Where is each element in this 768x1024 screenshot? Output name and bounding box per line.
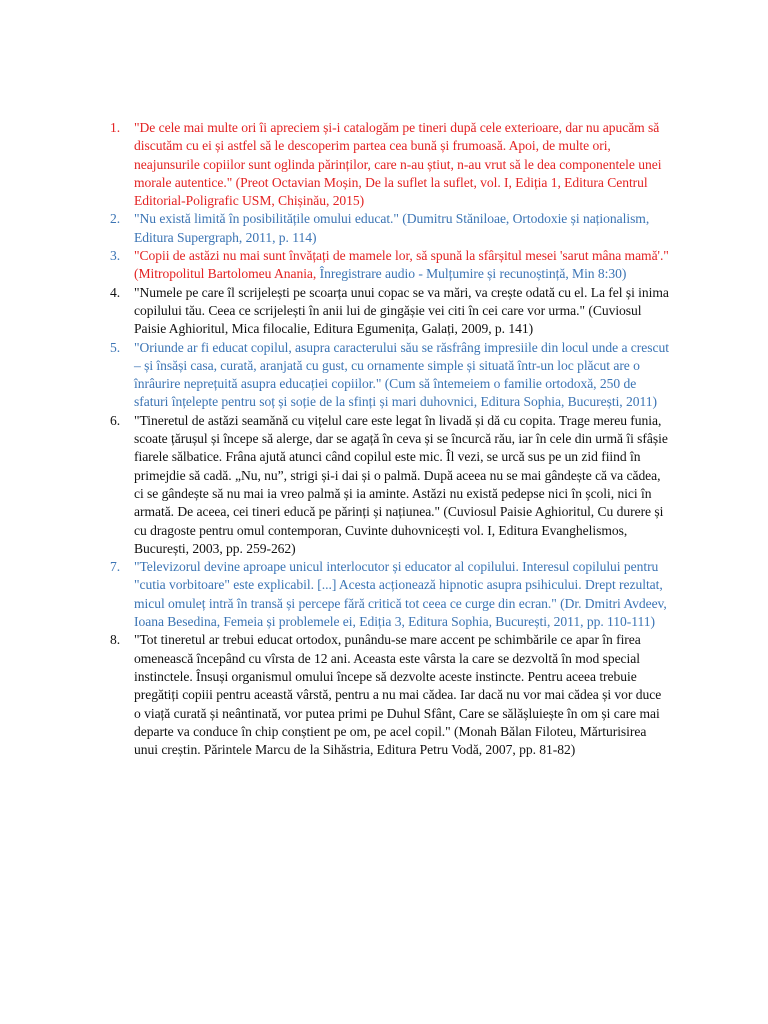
- quote-text: "De cele mai multe ori îi apreciem și-i catalogăm pe tineri după cele exterioare, dar nu apucăm să discutăm cu ei și astfel să le descoperim partea cea bună și frumoasă. Apoi, de multe ori, neajunsurile copiilor sunt oglinda părinților, care n-au știut, n-au vrut să le dea componentele unei morale autentice." (Preot Octavian Moșin, De la suflet la suflet, vol. I, Ediția 1, Editura Centrul Editorial-Poligrafic USM, Chișinău, 2015): [134, 120, 662, 209]
- quote-text: "Numele pe care îl scrijelești pe scoarța unui copac se va mări, va crește odată cu el. La fel și inima copilului tău. Ceea ce scrijelești în anii lui de gingășie vei citi în cei care vor urma." (Cuviosul Paisie Aghioritul, Mica filocalie, Editura Egumenița, Galați, 2009, p. 141): [134, 284, 669, 337]
- list-item: [104, 210, 670, 247]
- list-item: [104, 631, 670, 759]
- quote-text: "Tot tineretul ar trebui educat ortodox, punându-se mare accent pe schimbările ce apar în firea omenească începând cu vîrsta de 12 ani. Aceasta este vârsta la care se dezvoltă în mod special instinctele. Însuși organismul omului începe să dezvolte aceste instincte. Pentru aceea trebuie pregătiți copiii pentru această vârstă, pentru a nu mai cădea. Iar dacă nu vor mai cădea și vor duce o viață curată și neântinată, vor putea primi pe Duhul Sfânt, Care se sălășluiește în om și care mai departe va conduce în chip conștient pe om, pe acel copil." (Monah Bălan Filoteu, Mărturisirea unui creștin. Părintele Marcu de la Sihăstria, Editura Petru Vodă, 2007, pp. 81-82): [134, 632, 662, 758]
- list-number: 5.: [110, 339, 121, 355]
- list-item: [104, 119, 670, 210]
- list-number: 4.: [110, 284, 121, 300]
- list-item: [104, 284, 670, 339]
- list-number: 3.: [110, 248, 121, 264]
- list-item: [104, 247, 670, 284]
- quote-text: "Tineretul de astăzi seamănă cu vițelul care este legat în livadă și dă cu copita. Trage mereu funia, scoate țărușul și începe să alerge, dar se agață în ceva și se încurcă rău, iar în cele din urmă îi sfâșie fiarele sălbatice. Frâna ajută atunci când copilul este mic. Îl vezi, se urcă sus pe un zid fiind în primejdie să cadă. „Nu, nu”, strigi și-i dai și o palmă. După aceea nu se mai gândește că va cădea, ci se gândește să nu mai ia vreo palmă și ia aminte. Astăzi nu există pedepse nici în școli, nici în armată. De aceea, cei tineri educă pe părinți și națiunea." (Cuviosul Paisie Aghioritul, Cu durere și cu dragoste pentru omul contemporan, Cuvinte duhovnicești vol. I, Editura Evanghelismos, București, 2003, pp. 259-262): [134, 412, 668, 556]
- quote-text: "Televizorul devine aproape unicul interlocutor și educator al copilului. Interesul copilului pentru "cutia vorbitoare" este explicabil. [...] Acesta acționează hipnotic asupra psihicului. Drept rezultat, micul omuleț intră în transă și percepe fără critică tot ceea ce curge din ecran." (Dr. Dmitri Avdeev, Ioana Besedina, Femeia și problemele ei, Ediția 3, Editura Sophia, București, 2011, pp. 110-111): [134, 559, 667, 630]
- list-item: [104, 339, 670, 412]
- list-number: 8.: [110, 632, 121, 648]
- quote-list: [104, 119, 670, 759]
- list-number: 2.: [110, 211, 121, 227]
- list-number: 6.: [110, 412, 121, 428]
- quote-text: "Copii de astăzi nu mai sunt învățați de mamele lor, să spună la sfârșitul mesei 'sarut mâna mamă'." (Mitropolitul Bartolomeu Anania,: [134, 248, 669, 282]
- list-number: 1.: [110, 120, 121, 135]
- list-item: [104, 558, 670, 631]
- list-item: [104, 412, 670, 558]
- quote-text: "Nu există limită în posibilitățile omului educat." (Dumitru Stăniloae, Ortodoxie și naționalism, Editura Supergraph, 2011, p. 114): [134, 211, 650, 245]
- audio-recording-link[interactable]: Înregistrare audio - Mulțumire și recunoștință, Min 8:30): [319, 266, 627, 282]
- list-number: 7.: [110, 559, 121, 575]
- quote-text: "Oriunde ar fi educat copilul, asupra caracterului său se răsfrâng impresiile din locul unde a crescut – și însăși casa, curată, aranjată cu gust, cu ornamente simple și situată într-un loc plăcut are o înrâurire neprețuită asupra educației copiilor." (Cum să întemeiem o familie ortodoxă, 250 de sfaturi înțelepte pentru soț și soție de la sfinți și mari duhovnici, Editura Sophia, București, 2011): [134, 339, 669, 410]
